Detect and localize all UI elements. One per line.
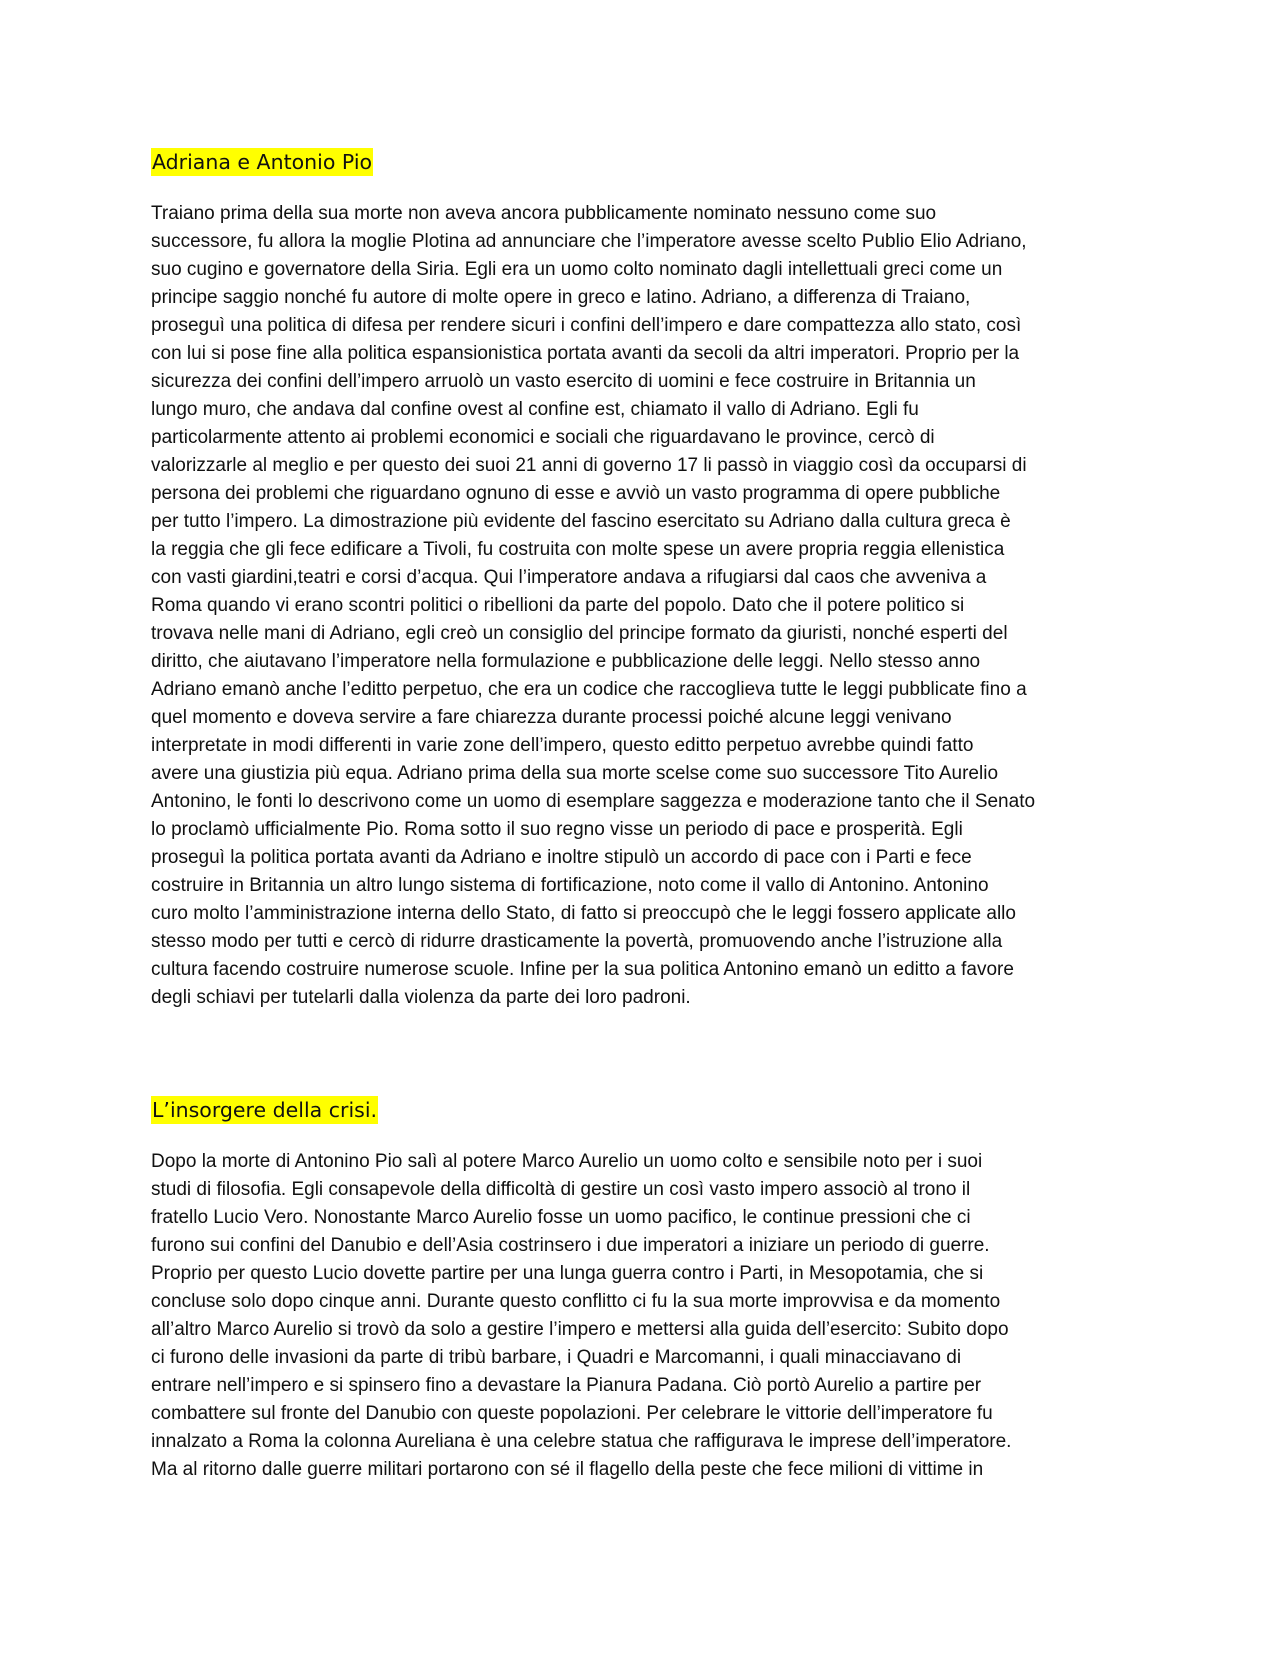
text-line: entrare nell’impero e si spinsero fino a devastare la Pianura Padana. Ciò portò Aurelio a partire per (151, 1375, 982, 1396)
text-line: Roma quando vi erano scontri politici o ribellioni da parte del popolo. Dato che il potere politico si (151, 595, 965, 616)
text-line: costruire in Britannia un altro lungo sistema di fortificazione, noto come il vallo di Antonino. Antonino (151, 875, 989, 896)
text-line: proseguì la politica portata avanti da Adriano e inoltre stipulò un accordo di pace con i Parti e fece (151, 847, 972, 868)
text-line: Antonino, le fonti lo descrivono come un uomo di esemplare saggezza e moderazione tanto che il Senato (151, 791, 1036, 812)
text-line: cultura facendo costruire numerose scuole. Infine per la sua politica Antonino emanò un editto a favore (151, 959, 1014, 980)
text-line: curo molto l’amministrazione interna dello Stato, di fatto si preoccupò che le leggi fossero applicate allo (151, 903, 1016, 924)
text-line: particolarmente attento ai problemi economici e sociali che riguardavano le province, cercò di (151, 427, 935, 448)
paragraph-adriano (151, 200, 1136, 1012)
text-line: combattere sul fronte del Danubio con queste popolazioni. Per celebrare le vittorie dell’imperatore fu (151, 1403, 993, 1424)
text-line: principe saggio nonché fu autore di molte opere in greco e latino. Adriano, a differenza di Traiano, (151, 287, 971, 308)
text-line: interpretate in modi differenti in varie zone dell’impero, questo editto perpetuo avrebbe quindi fatto (151, 735, 974, 756)
text-line: all’altro Marco Aurelio si trovò da solo a gestire l’impero e mettersi alla guida dell’esercito: Subito dopo (151, 1319, 1009, 1340)
text-line: avere una giustizia più equa. Adriano prima della sua morte scelse come suo successore Tito Aurelio (151, 763, 999, 784)
text-line: sicurezza dei confini dell’impero arruolò un vasto esercito di uomini e fece costruire in Britannia un (151, 371, 976, 392)
text-line: furono sui confini del Danubio e dell’Asia costrinsero i due imperatori a iniziare un periodo di guerre. (151, 1235, 990, 1256)
text-line: lungo muro, che andava dal confine ovest al confine est, chiamato il vallo di Adriano. Egli fu (151, 399, 919, 420)
document-body (151, 148, 1136, 1484)
text-line: fratello Lucio Vero. Nonostante Marco Aurelio fosse un uomo pacifico, le continue pressioni che ci (151, 1207, 971, 1228)
section-heading-crisi: L’insorgere della crisi. (152, 1098, 378, 1122)
text-line: con lui si pose fine alla politica espansionistica portata avanti da secoli da altri imperatori. Proprio per la (151, 343, 1020, 364)
text-line: innalzato a Roma la colonna Aureliana è una celebre statua che raffigurava le imprese dell’imperatore. (151, 1431, 1012, 1452)
paragraph-crisi (151, 1148, 1136, 1484)
text-line: persona dei problemi che riguardano ognuno di esse e avviò un vasto programma di opere pubbliche (151, 483, 1001, 504)
text-line: lo proclamò ufficialmente Pio. Roma sotto il suo regno visse un periodo di pace e prosperità. Egli (151, 819, 963, 840)
text-line: quel momento e doveva servire a fare chiarezza durante processi poiché alcune leggi venivano (151, 707, 952, 728)
text-line: concluse solo dopo cinque anni. Durante questo conflitto ci fu la sua morte improvvisa e da momento (151, 1291, 1001, 1312)
text-line: per tutto l’impero. La dimostrazione più evidente del fascino esercitato su Adriano dalla cultura greca è (151, 511, 1011, 532)
text-line: con vasti giardini,teatri e corsi d’acqua. Qui l’imperatore andava a rifugiarsi dal caos che avveniva a (151, 567, 987, 588)
text-line: Dopo la morte di Antonino Pio salì al potere Marco Aurelio un uomo colto e sensibile noto per i suoi (151, 1151, 983, 1172)
text-line: stesso modo per tutti e cercò di ridurre drasticamente la povertà, promuovendo anche l’istruzione alla (151, 931, 1003, 952)
text-line: ci furono delle invasioni da parte di tribù barbare, i Quadri e Marcomanni, i quali minacciavano di (151, 1347, 962, 1368)
text-line: Ma al ritorno dalle guerre militari portarono con sé il flagello della peste che fece milioni di vittime in (151, 1459, 984, 1480)
text-line: trovava nelle mani di Adriano, egli creò un consiglio del principe formato da giuristi, nonché esperti del (151, 623, 1008, 644)
text-line: diritto, che aiutavano l’imperatore nella formulazione e pubblicazione delle leggi. Nello stesso anno (151, 651, 981, 672)
text-line: studi di filosofia. Egli consapevole della difficoltà di gestire un così vasto impero associò al trono il (151, 1179, 971, 1200)
text-line: suo cugino e governatore della Siria. Egli era un uomo colto nominato dagli intellettuali greci come un (151, 259, 1003, 280)
section-heading-adriano: Adriana e Antonio Pio (152, 150, 373, 174)
text-line: Traiano prima della sua morte non aveva ancora pubblicamente nominato nessuno come suo (151, 203, 937, 224)
text-line: Adriano emanò anche l’editto perpetuo, che era un codice che raccoglieva tutte le leggi pubblicate fino a (151, 679, 1027, 700)
text-line: valorizzarle al meglio e per questo dei suoi 21 anni di governo 17 li passò in viaggio così da occuparsi di (151, 455, 1027, 476)
text-line: degli schiavi per tutelarli dalla violenza da parte dei loro padroni. (151, 987, 691, 1008)
text-line: proseguì una politica di difesa per rendere sicuri i confini dell’impero e dare compattezza allo stato, così (151, 315, 1022, 336)
text-line: successore, fu allora la moglie Plotina ad annunciare che l’imperatore avesse scelto Publio Elio Adriano, (151, 231, 1027, 252)
text-line: la reggia che gli fece edificare a Tivoli, fu costruita con molte spese un avere propria reggia ellenistica (151, 539, 1005, 560)
text-line: Proprio per questo Lucio dovette partire per una lunga guerra contro i Parti, in Mesopotamia, che si (151, 1263, 984, 1284)
